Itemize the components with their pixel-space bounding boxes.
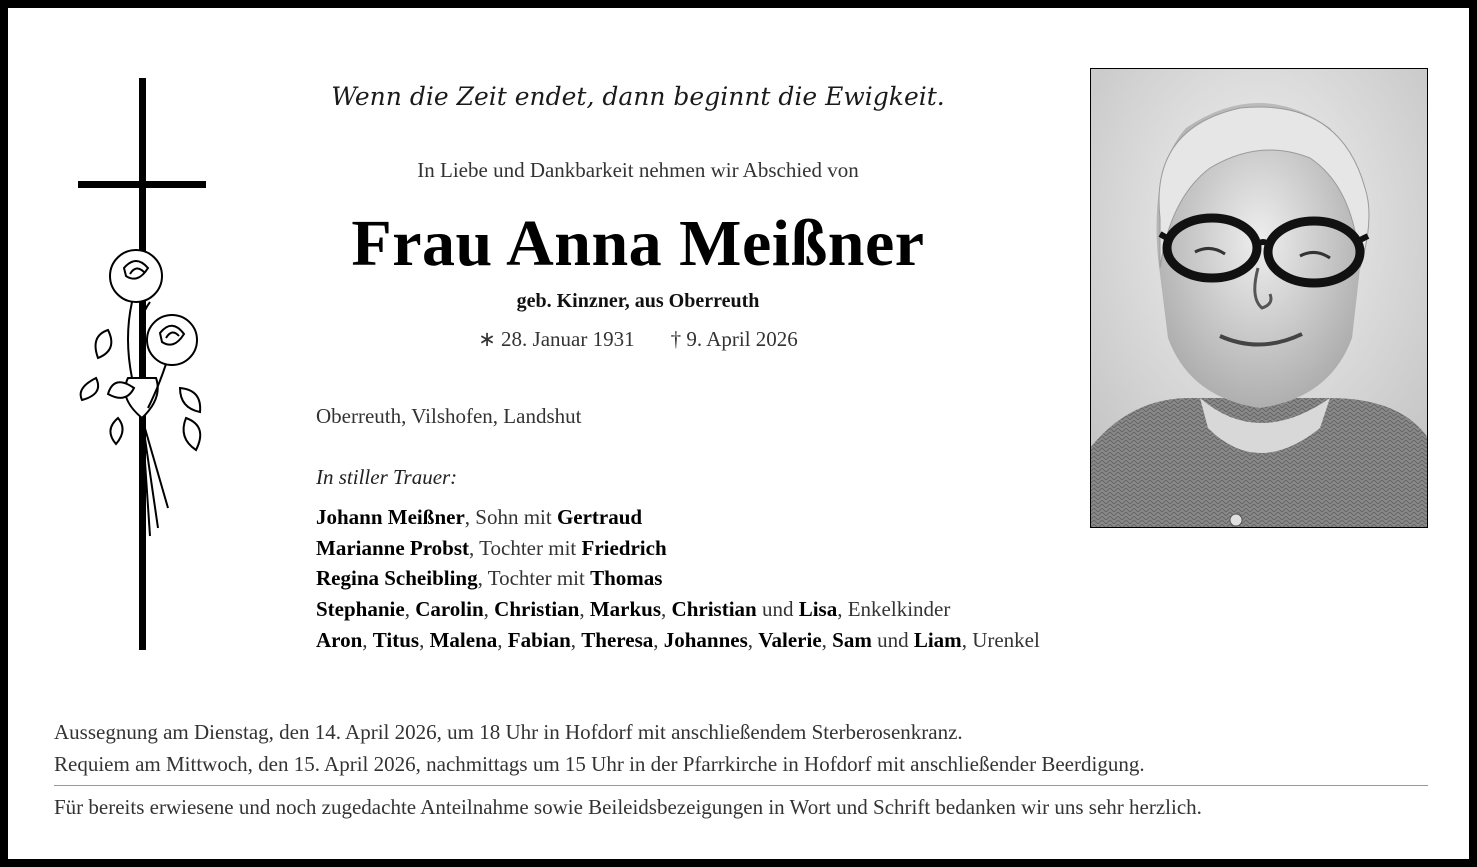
mourner-relation: , bbox=[497, 627, 508, 652]
mourner-line bbox=[316, 502, 1040, 533]
intro-text: In Liebe und Dankbarkeit nehmen wir Abschied von bbox=[417, 158, 859, 182]
requiem-text: Requiem am Mittwoch, den 15. April 2026, nachmittags um 15 Uhr in der Pfarrkirche in Hofdorf mit anschließender Beerdigung. bbox=[54, 752, 1145, 776]
mourner-relation: , Tochter mit bbox=[477, 566, 591, 591]
mourner-line bbox=[316, 594, 1040, 625]
mourner-relation: , Urenkel bbox=[961, 627, 1040, 652]
mourner-relation: , bbox=[404, 597, 416, 622]
mourner-name: Regina Scheibling bbox=[316, 566, 478, 591]
blessing-text: Aussegnung am Dienstag, den 14. April 2026, um 18 Uhr in Hofdorf mit anschließendem Sterberosenkranz. bbox=[54, 720, 963, 744]
motto: Wenn die Zeit endet, dann beginnt die Ewigkeit. bbox=[331, 82, 945, 111]
mourner-name: Johannes bbox=[663, 627, 748, 652]
mourner-name: Johann Meißner bbox=[316, 505, 465, 529]
divider bbox=[54, 785, 1428, 786]
mourner-relation: und bbox=[871, 627, 914, 652]
mourner-relation: , bbox=[747, 627, 759, 652]
service-info bbox=[54, 716, 1145, 780]
mourners-list bbox=[316, 502, 1040, 656]
mourner-name: Liam bbox=[913, 627, 962, 652]
mourner-relation: , bbox=[661, 597, 672, 622]
mourner-name: Malena bbox=[429, 627, 498, 652]
mourner-line bbox=[316, 563, 1040, 594]
mourner-relation: , Enkelkinder bbox=[837, 597, 951, 622]
mourner-line bbox=[316, 625, 1040, 656]
mourner-name: Markus bbox=[589, 597, 662, 622]
portrait-photo bbox=[1090, 68, 1428, 528]
death-date: † 9. April 2026 bbox=[670, 327, 798, 351]
mourner-relation: und bbox=[756, 597, 799, 622]
mourner-relation: , Tochter mit bbox=[469, 535, 582, 560]
birth-name: geb. Kinzner, aus Oberreuth bbox=[516, 290, 760, 312]
mourner-name: Christian bbox=[494, 597, 580, 622]
places: Oberreuth, Vilshofen, Landshut bbox=[316, 404, 582, 428]
mourner-name: Gertraud bbox=[556, 505, 643, 529]
mourner-relation: , bbox=[570, 627, 582, 652]
mourner-name: Theresa bbox=[581, 627, 654, 652]
mourner-name: Friedrich bbox=[581, 535, 667, 560]
mourner-name: Marianne Probst bbox=[316, 535, 470, 560]
mourner-relation: , bbox=[419, 627, 430, 652]
mourner-relation: , bbox=[653, 627, 664, 652]
mourner-name: Sam bbox=[832, 627, 872, 652]
mourner-name: Carolin bbox=[415, 597, 484, 622]
mourner-name: Fabian bbox=[507, 627, 571, 652]
mourner-name: Lisa bbox=[798, 597, 838, 622]
deceased-name: Frau Anna Meißner bbox=[351, 207, 925, 280]
mourner-relation: , Sohn mit bbox=[464, 505, 557, 529]
thanks-text: Für bereits erwiesene und noch zugedachte Anteilnahme sowie Beileidsbezeigungen in Wort und Schrift bedanken wir uns sehr herzlich. bbox=[54, 795, 1202, 819]
mourner-line bbox=[316, 533, 1040, 564]
mourner-name: Thomas bbox=[590, 566, 663, 591]
mourner-name: Stephanie bbox=[316, 597, 405, 622]
mourner-relation: , bbox=[579, 597, 590, 622]
mourner-name: Christian bbox=[671, 597, 757, 622]
mourner-name: Aron bbox=[316, 627, 363, 652]
cross-with-roses-icon bbox=[68, 78, 218, 653]
mourner-relation: , bbox=[821, 627, 833, 652]
mourner-name: Valerie bbox=[758, 627, 822, 652]
mourner-name: Titus bbox=[372, 627, 420, 652]
life-dates bbox=[308, 327, 968, 352]
birth-date: ∗ 28. Januar 1931 bbox=[478, 327, 635, 351]
mourner-relation: , bbox=[483, 597, 495, 622]
mourning-label: In stiller Trauer: bbox=[316, 465, 458, 489]
mourner-relation: , bbox=[362, 627, 373, 652]
